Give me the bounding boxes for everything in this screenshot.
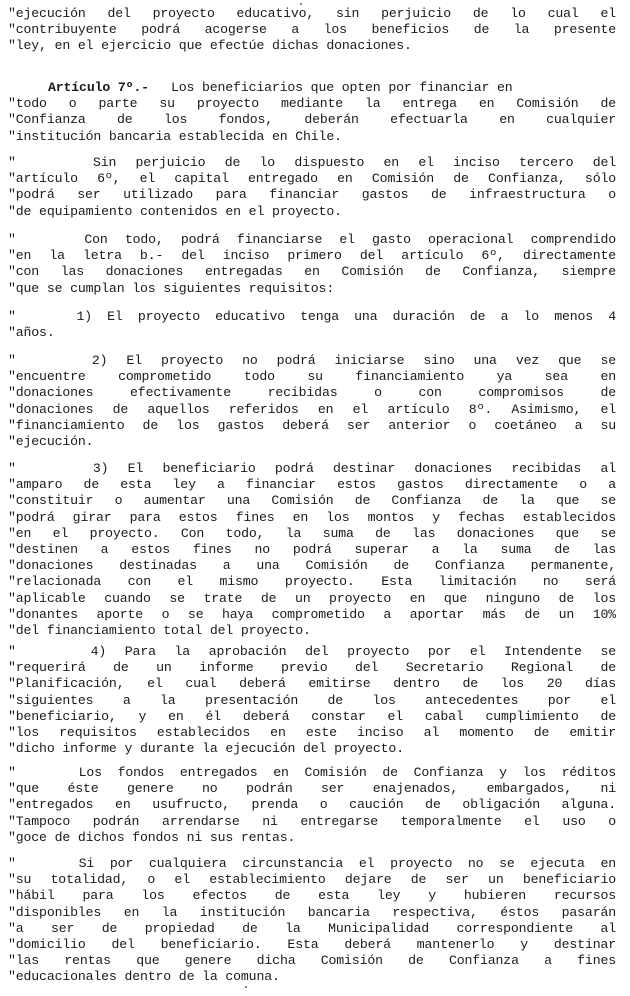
text-line: "goce de dichos fondos ni sus rentas. — [8, 829, 296, 845]
text-line: "las rentas que genere dicha Comisión de Confianza a fines — [8, 953, 616, 969]
text-line: "que éste genere no podrán ser enajenados, embargados, ni — [8, 781, 616, 797]
text-line: "ejecución del proyecto educativo, sin perjuicio de lo cual el — [8, 6, 616, 21]
text-line: "domicilio del beneficiario. Esta deberá mantenerlo y destinar — [8, 936, 616, 952]
text-line: "Confianza de los fondos, deberán efectuarla en cualquier — [8, 112, 616, 128]
text-line: "amparo de esta ley a financiar estos gastos directamente o a — [8, 477, 616, 493]
article-heading: Artículo 7º.- — [48, 80, 149, 95]
scan-speck — [245, 986, 247, 988]
text-line: "de equipamiento contenidos en el proyecto. — [8, 203, 342, 219]
text-line: "encuentre comprometido todo su financiamiento ya sea en — [8, 369, 616, 385]
text-line: "donaciones destinadas a una Comisión de Confianza permanente, — [8, 558, 616, 574]
paragraph-3 — [8, 155, 616, 220]
text-line: " 2) El proyecto no podrá iniciarse sino una vez que se — [8, 353, 616, 368]
text-line: "artículo 6º, el capital entregado en Comisión de Confianza, sólo — [8, 171, 616, 187]
text-line: "donaciones efectivamente recibidas o con compromisos de — [8, 385, 616, 401]
text-line: "ejecución. — [8, 433, 94, 449]
text-line: " Sin perjuicio de lo dispuesto en el inciso tercero del — [8, 155, 616, 170]
paragraph-9 — [8, 765, 616, 846]
text-line: " Si por cualquiera circunstancia el proyecto no se ejecuta en — [8, 856, 616, 871]
text-line: "hábil para los efectos de esta ley y hubieren recursos — [8, 888, 616, 904]
text-line: "en la letra b.- del inciso primero del artículo 6º, directamente — [8, 248, 616, 264]
text-line: " Con todo, podrá financiarse el gasto operacional comprendido — [8, 232, 616, 247]
text-line: "su totalidad, o el establecimiento dejare de ser un beneficiario — [8, 872, 616, 888]
paragraph-8 — [8, 644, 616, 757]
text-line: "contribuyente podrá acogerse a los beneficios de la presente — [8, 22, 616, 38]
text-line: "educacionales dentro de la comuna. — [8, 969, 280, 985]
text-line: "los requisitos establecidos en este inciso al momento de emitir — [8, 724, 616, 740]
text-line: "podrá girar para estos fines en los montos y fechas establecidos — [8, 509, 616, 525]
paragraph-1 — [8, 6, 616, 55]
text-line: " Los fondos entregados en Comisión de Confianza y los réditos — [8, 765, 616, 780]
text-line: "disponibles en la institución bancaria respectiva, éstos pasarán — [8, 904, 616, 920]
paragraph-5 — [8, 309, 616, 341]
text-line: "financiamiento de los gastos deberá ser anterior o coetáneo a su — [8, 417, 616, 433]
paragraph-10 — [8, 856, 616, 986]
text-line: "con las donaciones entregadas en Comisión de Confianza, siempre — [8, 264, 616, 280]
text-line: "en el proyecto. Con todo, la suma de las donaciones que se — [8, 525, 616, 541]
text-line: "requerirá de un informe previo del Secretario Regional de — [8, 660, 616, 676]
paragraph-2 — [8, 80, 616, 145]
text-line: "ley, en el ejercicio que efectúe dichas donaciones. — [8, 38, 412, 54]
text-line: "aplicable cuando se trate de un proyecto en que ninguno de los — [8, 590, 616, 606]
text-line: " 4) Para la aprobación del proyecto por el Intendente se — [8, 644, 616, 659]
text-line: "destinen a estos fines no podrá superar a la suma de las — [8, 541, 616, 557]
text-line — [8, 80, 616, 96]
paragraph-6 — [8, 353, 616, 450]
text-line: "todo o parte su proyecto mediante la entrega en Comisión de — [8, 96, 616, 112]
scan-speck — [300, 3, 302, 5]
text-line: "dicho informe y durante la ejecución del proyecto. — [8, 741, 404, 757]
text-line: "donantes aporte o se haya comprometido a aportar más de un 10% — [8, 606, 616, 622]
text-line: "Planificación, el cual deberá emitirse dentro de los 20 días — [8, 676, 616, 692]
text-line: "del financiamiento total del proyecto. — [8, 622, 311, 638]
text-line: "institución bancaria establecida en Chile. — [8, 128, 342, 144]
text-line: "años. — [8, 325, 55, 341]
paragraph-4 — [8, 232, 616, 297]
text-line: "podrá ser utilizado para financiar gastos de infraestructura o — [8, 187, 616, 203]
text-line: " 1) El proyecto educativo tenga una duración de a lo menos 4 — [8, 309, 616, 324]
text-line: " 3) El beneficiario podrá destinar donaciones recibidas al — [8, 461, 616, 476]
text-line: "que se cumplan los siguientes requisitos: — [8, 280, 335, 296]
text-line: "siguientes a la presentación de los antecedentes por el — [8, 692, 616, 708]
text-line: "a ser de propiedad de la Municipalidad correspondiente al — [8, 920, 616, 936]
text-line: "donaciones de aquellos referidos en el artículo 8º. Asimismo, el — [8, 401, 616, 417]
text-line: "Tampoco podrán arrendarse ni entregarse temporalmente el uso o — [8, 813, 616, 829]
text-line: "constituir o aumentar una Comisión de Confianza de la que se — [8, 493, 616, 509]
text-line: "beneficiario, y en él deberá constar el cabal cumplimiento de — [8, 708, 616, 724]
text-line: "relacionada con el mismo proyecto. Esta limitación no será — [8, 574, 616, 590]
paragraph-7 — [8, 461, 616, 639]
text-line: "entregados en usufructo, prenda o caución de obligación alguna. — [8, 797, 616, 813]
text-line-rest: Los beneficiarios que opten por financiar en — [170, 80, 513, 95]
